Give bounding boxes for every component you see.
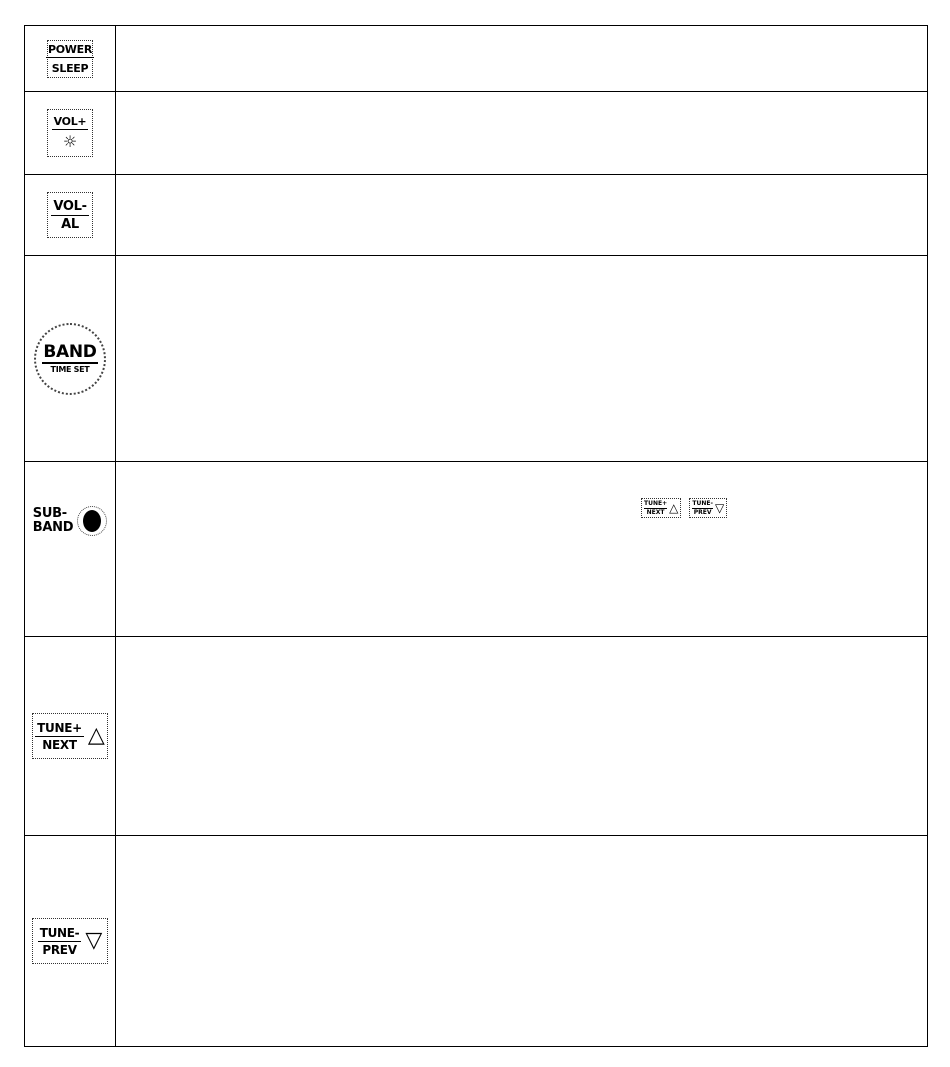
band-label: BAND <box>43 341 97 362</box>
icon-cell <box>25 637 116 836</box>
icon-cell <box>25 26 116 92</box>
inline-tune-plus-label: TUNE+ <box>644 499 668 507</box>
table-row <box>25 836 928 1047</box>
inline-tune-prev-icon <box>689 498 727 518</box>
sub-band-label-line2: BAND <box>32 519 74 535</box>
table-row <box>25 256 928 462</box>
sleep-label: SLEEP <box>51 61 89 75</box>
up-triangle-icon: △ <box>87 723 105 748</box>
knob-icon <box>77 506 107 536</box>
sub-band-knob-icon <box>33 506 107 536</box>
icon-cell <box>25 462 116 637</box>
description-cell <box>116 637 928 836</box>
tune-next-button-icon <box>32 713 108 759</box>
prev-label: PREV <box>42 942 77 957</box>
vol-plus-label: VOL+ <box>53 115 87 128</box>
controls-table <box>24 25 928 1047</box>
inline-tune-minus-label: TUNE- <box>692 499 713 507</box>
inline-next-label: NEXT <box>646 508 665 516</box>
tune-prev-button-icon <box>32 918 108 964</box>
power-label: POWER <box>47 42 93 56</box>
description-cell <box>116 92 928 175</box>
vol-minus-alarm-button-icon <box>47 192 93 238</box>
down-triangle-icon: ▽ <box>85 928 103 953</box>
vol-plus-light-button-icon <box>47 109 93 157</box>
up-triangle-icon: △ <box>669 501 679 515</box>
sub-band-label-line1: SUB- <box>32 506 67 521</box>
vol-minus-label: VOL- <box>53 198 87 214</box>
description-cell <box>116 462 928 637</box>
table-row <box>25 92 928 175</box>
description-cell <box>116 26 928 92</box>
power-sleep-button-icon <box>47 40 93 78</box>
icon-cell <box>25 836 116 1047</box>
description-cell <box>116 175 928 256</box>
sub-band-label <box>33 507 73 534</box>
tune-plus-label: TUNE+ <box>37 720 82 735</box>
table-row <box>25 637 928 836</box>
icon-cell <box>25 256 116 462</box>
icon-cell <box>25 92 116 175</box>
time-set-label: TIME SET <box>50 364 90 374</box>
band-time-set-knob-icon <box>34 323 106 395</box>
next-label: NEXT <box>42 737 77 752</box>
down-triangle-icon: ▽ <box>714 501 725 515</box>
inline-tune-icons <box>641 498 727 518</box>
table-row <box>25 175 928 256</box>
light-icon: ☼ <box>62 132 78 151</box>
description-cell <box>116 836 928 1047</box>
alarm-label: AL <box>61 216 79 232</box>
description-cell <box>116 256 928 462</box>
table-row <box>25 26 928 92</box>
inline-tune-next-icon <box>641 498 681 518</box>
icon-cell <box>25 175 116 256</box>
tune-minus-label: TUNE- <box>39 925 80 940</box>
table-row <box>25 462 928 637</box>
inline-prev-label: PREV <box>693 508 712 516</box>
